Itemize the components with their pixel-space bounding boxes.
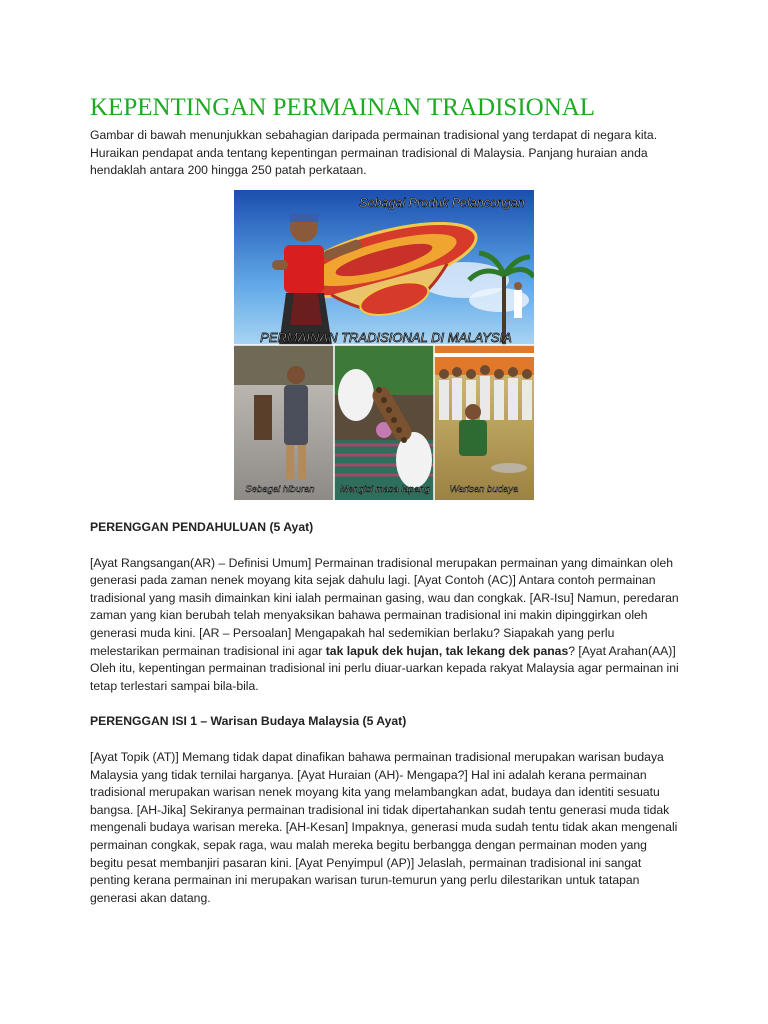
introduction-text-part2: ? [Ayat Arahan(AA)] Oleh itu, kepentingan permainan tradisional ini perlu diuar-uarkan kepada rakyat Malaysia agar permainan ini tetap terlestari sampai bila-bila.	[90, 643, 679, 693]
caption-entertainment: Sebagai hiburan	[245, 484, 315, 495]
page-title: KEPENTINGAN PERMAINAN TRADISIONAL	[90, 94, 596, 121]
caption-heritage: Warisan budaya	[449, 484, 519, 495]
document-page	[90, 93, 680, 180]
caption-leisure: Mengisi masa lapang	[340, 484, 430, 495]
content-1-paragraph: [Ayat Topik (AT)] Memang tidak dapat dinafikan bahawa permainan tradisional merupakan warisan budaya Malaysia yang tidak ternilai harganya. [Ayat Huraian (AH)- Mengapa?] Hal ini adalah kerana permainan tradisional merupakan warisan nenek moyang kita yang melambangkan adat, budaya dan identiti sesuatu bangsa. [AH-Jika] Sekiranya permainan tradisional ini tidak dipertahankan sudah tentu generasi muda tidak mengenali budaya warisan mereka. [AH-Kesan] Impaknya, generasi muda sudah tentu tidak akan mengenali permainan congkak, sepak raga, wau malah mereka begitu berbangga dengan permainan moden yang begitu pesat membanjiri pasaran kini. [Ayat Penyimpul (AP)] Jelaslah, permainan tradisional ini sangat penting kerana permainan ini merupakan warisan turun-temurun yang perlu dilestarikan untuk tatapan generasi akan datang.	[90, 749, 678, 905]
caption-main: PERMAINAN TRADISIONAL DI MALAYSIA	[260, 330, 512, 345]
section-heading-content-1: PERENGGAN ISI 1 – Warisan Budaya Malaysia (5 Ayat)	[90, 714, 407, 729]
introduction-paragraph	[90, 555, 680, 696]
caption-tourism: Sebagai Produk Pelancongan	[359, 196, 525, 210]
essay-body	[90, 519, 680, 907]
traditional-games-collage-image	[234, 190, 534, 500]
introduction-idiom: tak lapuk dek hujan, tak lekang dek panas	[325, 643, 569, 658]
introduction-text-part1: [Ayat Rangsangan(AR) – Definisi Umum] Permainan tradisional merupakan permainan yang dimainkan oleh generasi pada zaman nenek moyang kita sejak dahulu lagi. [Ayat Contoh (AC)] Antara contoh permainan tradisional yang masih dimainkan kini ialah permainan gasing, wau dan congkak. [AR-Isu] Namun, peredaran zaman yang kian berubah telah menyaksikan bahawa permainan tradisional ini makin dipinggirkan oleh generasi muda kini. [AR – Persoalan] Mengapakah hal sedemikian berlaku? Siapakah yang perlu melestarikan permainan tradisional ini agar	[90, 555, 679, 658]
intro-paragraph: Gambar di bawah menunjukkan sebahagian daripada permainan tradisional yang terdapat di negara kita. Huraikan pendapat anda tentang kepentingan permainan tradisional di Malaysia. Panjang huraian anda hendaklah antara 200 hingga 250 patah perkataan.	[90, 128, 658, 178]
section-heading-introduction: PERENGGAN PENDAHULUAN (5 Ayat)	[90, 520, 314, 534]
